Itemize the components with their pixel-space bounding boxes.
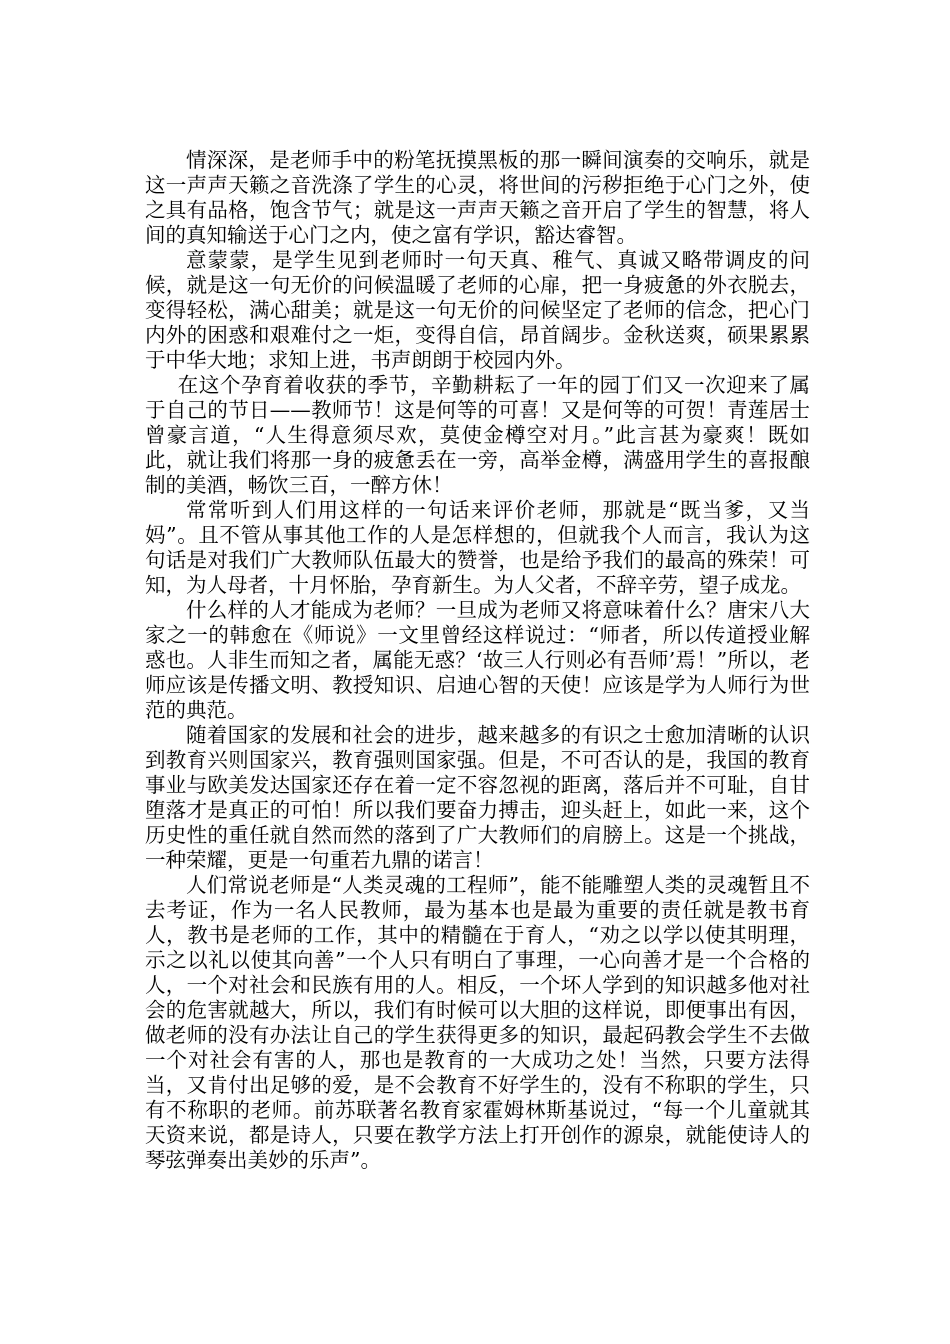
paragraph-5: 什么样的人才能成为老师？一旦成为老师又将意味着什么？唐宋八大家之一的韩愈在《师说》一文里曾经这样说过：“师者，所以传道授业解惑也。人非生而知之者，属能无惑？‘故三人行则必有吾师’焉！”所以，老师应该是传播文明、教授知识、启迪心智的天使！应该是学为人师行为世范的典范。 (145, 598, 810, 722)
paragraph-1: 情深深，是老师手中的粉笔抚摸黑板的那一瞬间演奏的交响乐，就是这一声声天籁之音洗涤了学生的心灵，将世间的污秽拒绝于心门之外，使之具有品格，饱含节气；就是这一声声天籁之音开启了学生的智慧，将人间的真知输送于心门之内，使之富有学识，豁达睿智。 (145, 148, 810, 247)
paragraph-4: 常常听到人们用这样的一句话来评价老师，那就是“既当爹，又当妈”。且不管从事其他工作的人是怎样想的，但就我个人而言，我认为这句话是对我们广大教师队伍最大的赞誉，也是给予我们的最高的殊荣！可知，为人母者，十月怀胎，孕育新生。为人父者，不辞辛劳，望子成龙。 (145, 498, 810, 597)
paragraph-2: 意蒙蒙，是学生见到老师时一句天真、稚气、真诚又略带调皮的问候，就是这一句无价的问候温暖了老师的心扉，把一身疲惫的外衣脱去，变得轻松，满心甜美；就是这一句无价的问候坚定了老师的信念，把心门内外的困惑和艰难付之一炬，变得自信，昂首阔步。金秋送爽，硕果累累于中华大地；求知上进，书声朗朗于校园内外。 (145, 248, 810, 372)
paragraph-3: 在这个孕育着收获的季节，辛勤耕耘了一年的园丁们又一次迎来了属于自己的节日——教师节！这是何等的可喜！又是何等的可贺！青莲居士曾豪言道，“人生得意须尽欢，莫使金樽空对月。”此言甚为豪爽！既如此，就让我们将那一身的疲惫丢在一旁，高举金樽，满盛用学生的喜报酿制的美酒，畅饮三百，一醉方休！ (145, 373, 810, 497)
paragraph-7: 人们常说老师是“人类灵魂的工程师”，能不能雕塑人类的灵魂暂且不去考证，作为一名人民教师，最为基本也是最为重要的责任就是教书育人，教书是老师的工作，其中的精髓在于育人，“劝之以学以使其明理，示之以礼以使其向善”一个人只有明白了事理，一心向善才是一个合格的人，一个对社会和民族有用的人。相反，一个坏人学到的知识越多他对社会的危害就越大，所以，我们有时候可以大胆的这样说，即便事出有因，做老师的没有办法让自己的学生获得更多的知识，最起码教会学生不去做一个对社会有害的人，那也是教育的一大成功之处！当然，只要方法得当，又肯付出足够的爱，是不会教育不好学生的，没有不称职的学生，只有不称职的老师。前苏联著名教育家霍姆林斯基说过，“每一个儿童就其天资来说，都是诗人，只要在教学方法上打开创作的源泉，就能使诗人的琴弦弹奏出美妙的乐声”。 (145, 873, 810, 1172)
document-page (145, 148, 810, 1173)
paragraph-6: 随着国家的发展和社会的进步，越来越多的有识之士愈加清晰的认识到教育兴则国家兴，教育强则国家强。但是，不可否认的是，我国的教育事业与欧美发达国家还存在着一定不容忽视的距离，落后并不可耻，自甘堕落才是真正的可怕！所以我们要奋力搏击，迎头赶上，如此一来，这个历史性的重任就自然而然的落到了广大教师们的肩膀上。这是一个挑战，一种荣耀，更是一句重若九鼎的诺言！ (145, 723, 810, 872)
